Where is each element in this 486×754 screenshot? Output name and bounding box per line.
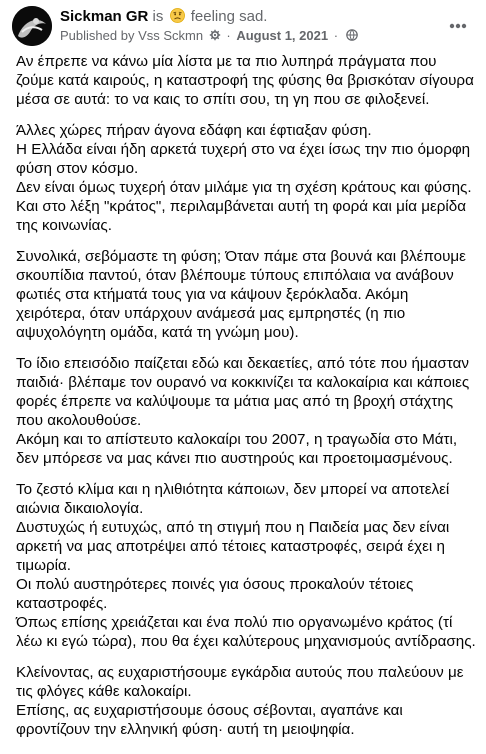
author-line	[60, 7, 358, 26]
public-globe-icon[interactable]	[346, 29, 358, 41]
text-line: Άλλες χώρες πήραν άγονα εδάφη και έφτιαξαν φύση.	[16, 122, 372, 139]
text-line: Το ίδιο επεισόδιο παίζεται εδώ και δεκαετίες, από τότε που ήμασταν παιδιά· βλέπαμε τον ουρανό να κοκκινίζει τα καλοκαίρια και κάποιες φορές έπρεπε να καλύψουμε τα μάτια μας από τη βροχή στάχτης που ακολουθούσε.	[16, 355, 470, 429]
text-line: Όπως επίσης χρειάζεται και ένα πολύ πιο οργανωμένο κράτος (τί λέω κι εγώ τώρα), που θα έχει καλύτερους μηχανισμούς αντίδρασης.	[16, 614, 476, 650]
post-meta	[60, 7, 358, 45]
publish-line	[60, 27, 358, 45]
post-header	[12, 4, 474, 48]
gear-icon	[209, 29, 221, 41]
paragraph-3	[16, 247, 478, 342]
text-line: Κλείνοντας, ας ευχαριστήσουμε εγκάρδια αυτούς που παλεύουν με τις φλόγες κάθε καλοκαίρι.	[16, 664, 464, 700]
text-line: Συνολικά, σεβόμαστε τη φύση; Όταν πάμε στα βουνά και βλέπουμε σκουπίδια παντού, όταν βλέπουμε τύπους επιπόλαια να ανάβουν φωτιές στα κτήματά τους για να κάψουν ξερόκλαδα. Ακόμη χειρότερα, όταν υπάρχουν ανάμεσά μας εμπρηστές (η πιο αψυχολόγητη ομάδα, κατά τη γνώμη μου).	[16, 248, 466, 341]
author-name[interactable]: Sickman GR	[60, 8, 149, 25]
text-line: Ακόμη και το απίστευτο καλοκαίρι του 2007, η τραγωδία στο Μάτι, δεν μπόρεσε να μας κάνει πιο αυστηρούς και προετοιμασμένους.	[16, 431, 458, 467]
more-options-icon	[449, 23, 467, 29]
text-line: Δεν είναι όμως τυχερή όταν μιλάμε για τη σχέση κράτους και φύσης. Και στο λέξη "κράτος", περιλαμβάνεται αυτή τη φορά και μία μερίδα της κοινωνίας.	[16, 179, 472, 234]
avatar-image	[12, 6, 52, 46]
paragraph-2	[16, 121, 478, 235]
separator-dot: ·	[333, 28, 339, 43]
text-line: Οι πολύ αυστηρότερες ποινές για όσους προκαλούν τέτοιες καταστροφές.	[16, 576, 414, 612]
text-line: Αν έπρεπε να κάνω μία λίστα με τα πιο λυπηρά πράγματα που ζούμε κατά καιρούς, η καταστροφή της φύσης θα βρισκόταν σίγουρα μέσα σε αυτά: το να καις το σπίτι σου, τη γη που σε φιλοξενεί.	[16, 53, 474, 108]
paragraph-4	[16, 354, 478, 468]
more-options-button[interactable]	[442, 10, 474, 42]
sad-face-emoji-icon	[170, 8, 185, 23]
paragraph-1	[16, 52, 478, 109]
text-line: Δυστυχώς ή ευτυχώς, από τη στιγμή που η Παιδεία μας δεν είναι αρκετή να μας αποτρέψει από τέτοιες καταστροφές, σειρά έχει η τιμωρία.	[16, 519, 450, 574]
published-prefix: Published by	[60, 28, 135, 43]
text-line: Το ζεστό κλίμα και η ηλιθιότητα κάποιων, δεν μπορεί να αποτελεί αιώνια δικαιολογία.	[16, 481, 450, 517]
text-line: Η Ελλάδα είναι ήδη αρκετά τυχερή στο να έχει ίσως την πιο όμορφη φύση στον κόσμο.	[16, 141, 471, 177]
feeling-prefix: is	[152, 8, 164, 25]
paragraph-5	[16, 480, 478, 651]
separator-dot: ·	[226, 28, 231, 43]
post-date[interactable]: August 1, 2021	[236, 28, 329, 43]
feeling-text: feeling sad.	[190, 8, 268, 25]
avatar[interactable]	[12, 6, 52, 46]
text-line: Επίσης, ας ευχαριστήσουμε όσους σέβονται, αγαπάνε και φροντίζουν την ελληνική φύση· αυτή τη μειοψηφία.	[16, 702, 403, 738]
publisher-name[interactable]: Vss Sckmn	[138, 28, 204, 43]
post-body	[16, 52, 478, 751]
paragraph-6	[16, 663, 478, 739]
